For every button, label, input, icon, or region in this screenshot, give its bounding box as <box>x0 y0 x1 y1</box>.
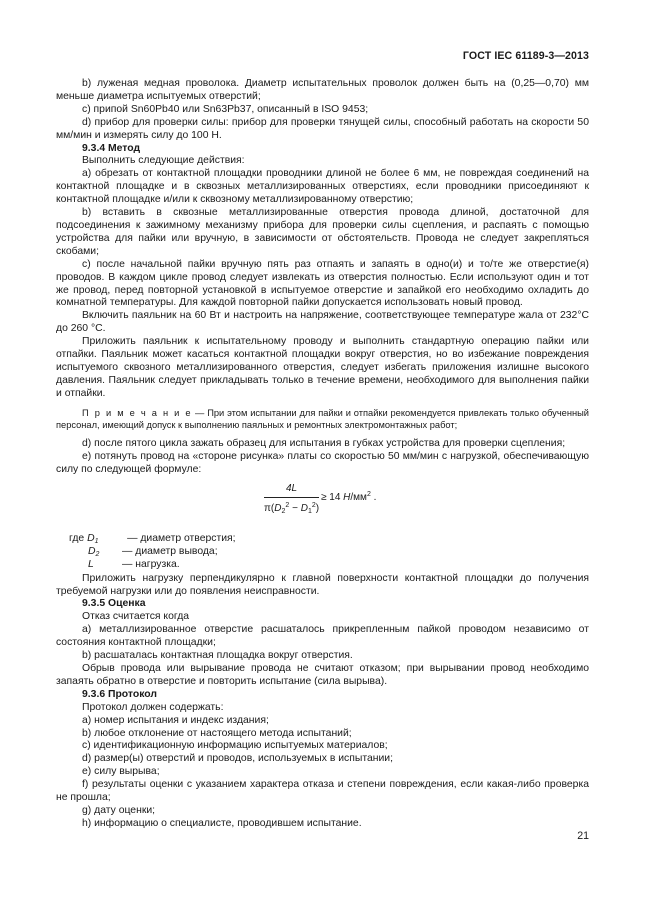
list-item: b) любое отклонение от настоящего метода испытаний; <box>82 727 352 739</box>
list-item: a) обрезать от контактной площадки проводники длиной не более 6 мм, не повреждая соединений на контактной площадке и в сквозных металлизированных отверстиях, если проводники присоединяют к контактной площадке и/или к сквозному металлизированному отверстию; <box>56 168 589 206</box>
formula-relation: ≥ 14 <box>321 491 341 503</box>
note-text: — При этом испытании для пайки и отпайки рекомендуется привлекать только обученный персонал, имеющий допуск к выполнению паяльных и ремонтных электромонтажных работ; <box>56 407 589 430</box>
where-row <box>69 559 589 572</box>
list-item: e) силу вырыва; <box>82 766 160 778</box>
document-header: ГОСТ IEC 61189-3—2013 <box>462 50 589 62</box>
page-number: 21 <box>577 830 589 842</box>
paragraph: Протокол должен содержать: <box>82 701 224 713</box>
list-item: d) размер(ы) отверстий и проводов, используемых в испытании; <box>82 753 393 765</box>
formula-unit-mm: /мм <box>350 491 367 503</box>
where-symbol: $D_2$ <box>88 546 100 559</box>
paragraph: Приложить паяльник к испытательному проводу и выполнить стандартную операцию пайки или отпайки. Паяльник может касаться контактной площадки вокруг отверстия, но во избежание повреждения испытуемого сквозного металлизированного отверстия, следует избегать приложения излишне высокого давления. Паяльник следует прикладывать только в течение времени, необходимого для выполнения пайки и отпайки. <box>56 336 589 399</box>
paragraph: Приложить нагрузку перпендикулярно к главной поверхности контактной площадки до получения требуемой нагрузки или до появления неисправности. <box>56 572 589 597</box>
list-item: c) идентификационную информацию испытуемых материалов; <box>82 740 388 752</box>
where-symbol: $D_1$ <box>87 532 99 545</box>
paragraph: d) прибор для проверки силы: прибор для проверки тянущей силы, способный работать на скорости 50 мм/мин и измерять силу до 100 Н. <box>56 116 589 141</box>
formula-right-side <box>321 489 376 505</box>
pi-symbol: π <box>264 502 271 514</box>
list-item: f) результаты оценки с указанием характера отказа и степени повреждения, если какая-либо проверка не прошла; <box>56 779 589 804</box>
where-symbol: L <box>88 559 94 571</box>
list-item: a) номер испытания и индекс издания; <box>82 714 269 726</box>
where-text: — диаметр отверстия; <box>127 532 236 544</box>
formula-numerator: 4L <box>285 482 298 494</box>
note <box>56 407 589 431</box>
list-item: b) вставить в сквозные металлизированные отверстия провода длиной, достаточной для подсоединения к зажимному механизму прибора для проверки силы сцепления, и распаять с помощью устройства для пайки или вручную, в зависимости от обстоятельств. Провода не следует закрепляться скобами; <box>56 207 589 257</box>
where-row <box>69 546 589 559</box>
list-item: c) после начальной пайки вручную пять раз отпаять и запаять в одно(и) и то/те же отверстие(я) проводов. В каждом цикле провод следует извлекать из отверстия полностью. Если используют один и тот же провод, перед повторной установкой в испытуемое отверстие и запайкой его необходимо охладить до комнатной температуры. Для каждой повторной пайки допускается использовать новый провод. <box>56 258 589 309</box>
formula-unit-sup: 2 <box>366 490 371 498</box>
section-heading: 9.3.5 Оценка <box>82 598 146 610</box>
note-label: П р и м е ч а н и е <box>82 407 193 418</box>
list-item: b) расшаталась контактная площадка вокруг отверстия. <box>82 650 353 662</box>
formula-d1-sub: 1 <box>307 507 312 515</box>
paragraph: Включить паяльник на 60 Вт и настроить на напряжение, соответствующее температуре жала от 232°С до 260 °С. <box>56 310 589 335</box>
where-list <box>56 533 589 573</box>
paragraph: Отказ считается когда <box>82 611 190 623</box>
where-row <box>69 533 589 546</box>
where-text: — нагрузка. <box>122 559 180 571</box>
where-text: — диаметр вывода; <box>122 546 218 558</box>
paragraph: Выполнить следующие действия: <box>82 155 245 167</box>
formula-d1: D <box>300 502 308 514</box>
list-item: a) металлизированное отверстие расшаталось прикрепленным пайкой проводом независимо от состояния контактной площадки; <box>56 624 589 649</box>
formula-fraction <box>264 483 319 519</box>
list-item: e) потянуть провод на «стороне рисунка» платы со скоростью 50 мм/мин с нагрузкой, обеспечивающую силу по следующей формуле: <box>56 450 589 475</box>
list-item: d) после пятого цикла зажать образец для испытания в губках устройства для проверки сцепления; <box>82 438 566 450</box>
list-item: g) дату оценки; <box>82 804 156 816</box>
list-item: h) информацию о специалисте, проводившем испытание. <box>82 817 362 829</box>
document-body <box>56 78 589 831</box>
section-heading: 9.3.4 Метод <box>82 142 141 154</box>
paragraph: b) луженая медная проволока. Диаметр испытательных проволок должен быть на (0,25—0,70) мм меньше диаметра испытуемых отверстий; <box>56 78 589 102</box>
section-heading: 9.3.6 Протокол <box>82 688 157 700</box>
paragraph: Обрыв провода или вырывание провода не считают отказом; при вырывании провод необходимо запаять обратно в отверстие и повторить испытание (сила вырыва). <box>56 663 589 687</box>
formula-tail: . <box>370 491 377 503</box>
formula <box>56 477 589 533</box>
formula-d2: D <box>274 502 282 514</box>
formula-unit-n: Н <box>343 491 351 503</box>
paragraph: c) припой Sn60Pb40 или Sn63Pb37, описанный в ISO 9453; <box>82 103 369 115</box>
formula-d2-sub: 2 <box>281 507 286 515</box>
formula-denominator: $\pi(D_2^2 - D_1^2)$ <box>264 497 319 519</box>
where-prefix: где <box>69 532 88 544</box>
